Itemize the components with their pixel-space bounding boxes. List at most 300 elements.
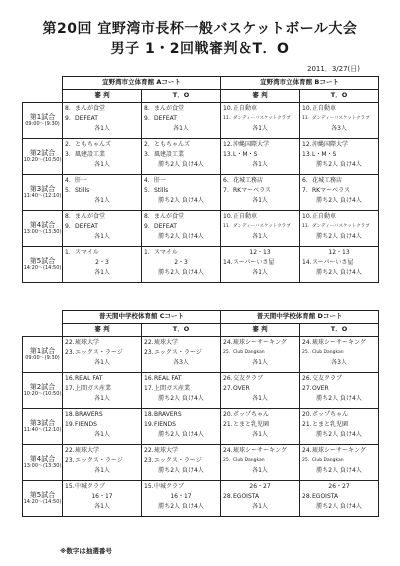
- team-entry: [223, 176, 297, 186]
- game-number: 第5試合: [29, 256, 56, 265]
- lot-number: 10.: [302, 105, 312, 112]
- staff-count: [302, 232, 376, 242]
- team-name: まんが食堂: [75, 213, 106, 220]
- lot-number: 9.: [65, 223, 71, 230]
- game-label: [23, 175, 63, 211]
- lot-number: 9.: [144, 223, 150, 230]
- team-name: 中城クラブ: [154, 483, 185, 490]
- team-name: スーパーいさ屋: [312, 259, 354, 266]
- team-name: 風建設工業: [154, 151, 185, 158]
- team-entry: [65, 420, 139, 430]
- team-entry: [223, 482, 297, 492]
- game-number: 第1試合: [29, 346, 56, 355]
- staff-count: [144, 268, 218, 278]
- team-entry: [65, 348, 139, 358]
- referee-cell: [63, 373, 142, 409]
- team-entry: [144, 348, 218, 358]
- team-entry: [144, 186, 218, 196]
- schedule-table-gym-2: [22, 310, 379, 517]
- team-entry: [302, 176, 376, 186]
- team-name: 琉球シーサーキング: [233, 339, 287, 346]
- lot-number: 5.: [144, 187, 150, 194]
- team-entry: [65, 186, 139, 196]
- team-name: エックス・ラージ: [75, 457, 123, 464]
- team-name: Club Dangkan: [312, 350, 344, 355]
- game-time: 09:00～(9:30): [25, 120, 60, 127]
- game-number: 第3試合: [29, 418, 56, 427]
- staff-count: [302, 268, 376, 278]
- staff-count-text: 勝ち2人 負け4人: [158, 431, 204, 438]
- lot-number: 8.: [65, 213, 71, 220]
- role-header-row: [23, 324, 379, 337]
- team-name: ダンディーバスケットクラブ: [233, 224, 291, 229]
- header-corner: [23, 77, 63, 90]
- team-name: 沖縄国際大学: [233, 141, 270, 148]
- table-official-cell: [300, 373, 379, 409]
- team-name: ダンディーバスケットクラブ: [312, 224, 370, 229]
- staff-count: [65, 430, 139, 440]
- game-number: 第4試合: [29, 454, 56, 463]
- team-entry: [302, 348, 376, 358]
- team-name: 12・13: [328, 249, 350, 256]
- team-entry: [144, 222, 218, 232]
- staff-count-text: 各3人: [331, 125, 347, 132]
- referee-cell: [63, 103, 142, 139]
- staff-count: [302, 124, 376, 134]
- lot-number: 25.: [223, 458, 231, 463]
- staff-count: [65, 196, 139, 206]
- header-corner: [23, 324, 63, 337]
- team-name: スマイル: [154, 249, 178, 256]
- team-entry: [65, 446, 139, 456]
- team-entry: [65, 492, 139, 502]
- team-entry: [302, 150, 376, 160]
- team-name: DEFEAT: [75, 223, 98, 230]
- team-name: OVER: [233, 385, 250, 392]
- team-name: スマイル: [75, 249, 99, 256]
- lot-number: 7.: [223, 187, 229, 194]
- lot-number: 6.: [223, 177, 229, 184]
- referee-cell: [221, 247, 300, 283]
- team-name: 肝一: [75, 177, 88, 184]
- game-row: [23, 211, 379, 247]
- table-official-cell: [300, 481, 379, 517]
- team-entry: [302, 212, 376, 222]
- team-name: 琉球シーサーキング: [312, 447, 366, 454]
- referee-header: 審 判: [63, 90, 142, 103]
- lot-number: 20.: [223, 411, 233, 418]
- referee-header: 審 判: [63, 324, 142, 337]
- lot-number: 23.: [65, 457, 75, 464]
- game-time: 10:20～(10:50): [23, 156, 62, 163]
- lot-number: 8.: [144, 105, 150, 112]
- lot-number: 12.: [223, 141, 233, 148]
- staff-count-text: 各1人: [94, 125, 110, 132]
- team-entry: [223, 446, 297, 456]
- team-name: 琉球大学: [154, 447, 179, 454]
- team-name: BRAVERS: [75, 411, 103, 418]
- staff-count: [144, 196, 218, 206]
- lot-number: 5.: [65, 187, 71, 194]
- court-name: 普天間中学校体育館 Cコート: [63, 311, 221, 324]
- lot-number: 6.: [302, 177, 308, 184]
- game-number: 第2試合: [29, 148, 56, 157]
- team-entry: [223, 384, 297, 394]
- staff-count: [65, 160, 139, 170]
- lot-number: 13.: [223, 151, 233, 158]
- lot-number: 20.: [302, 411, 312, 418]
- team-entry: [65, 258, 139, 268]
- team-entry: [223, 348, 297, 358]
- team-entry: [302, 104, 376, 114]
- referee-header: 審 判: [221, 90, 300, 103]
- staff-count-text: 各3人: [173, 359, 189, 366]
- referee-cell: [63, 211, 142, 247]
- team-name: エックス・ラージ: [154, 349, 202, 356]
- lot-number: 22.: [65, 339, 75, 346]
- schedule-table-gym-1: [22, 76, 379, 283]
- staff-count: [302, 466, 376, 476]
- team-entry: [65, 482, 139, 492]
- game-row: [23, 337, 379, 373]
- staff-count-text: 勝ち2人 負け4人: [158, 233, 204, 240]
- team-name: 交友クラブ: [233, 375, 264, 382]
- team-name: 2・3: [174, 259, 188, 266]
- lot-number: 12.: [302, 141, 312, 148]
- staff-count-text: 勝ち2人 負け4人: [316, 467, 362, 474]
- table-official-cell: [300, 247, 379, 283]
- staff-count: [65, 124, 139, 134]
- team-entry: [302, 186, 376, 196]
- table-official-cell: [300, 337, 379, 373]
- team-name: 花城工務店: [233, 177, 264, 184]
- game-number: 第3試合: [29, 184, 56, 193]
- court-header-row: [23, 77, 379, 90]
- lot-number: 17.: [144, 385, 154, 392]
- staff-count: [144, 232, 218, 242]
- team-name: 交友クラブ: [312, 375, 343, 382]
- document-subtitle: 男子 1・2回戦審判＆T．O: [110, 41, 290, 57]
- team-entry: [65, 176, 139, 186]
- team-name: まんが食堂: [154, 213, 185, 220]
- team-name: とまと乳児園: [312, 421, 349, 428]
- lot-number: 24.: [302, 339, 312, 346]
- table-official-cell: [142, 445, 221, 481]
- lot-number: 26.: [302, 375, 312, 382]
- team-entry: [144, 420, 218, 430]
- team-entry: [144, 258, 218, 268]
- team-entry: [65, 384, 139, 394]
- table-official-cell: [142, 373, 221, 409]
- team-name: DEFEAT: [75, 115, 98, 122]
- staff-count-text: 各1人: [252, 269, 268, 276]
- game-row: [23, 139, 379, 175]
- game-label: [23, 445, 63, 481]
- staff-count-text: 各1人: [94, 431, 110, 438]
- staff-count: [302, 394, 376, 404]
- staff-count: [144, 502, 218, 512]
- referee-cell: [63, 175, 142, 211]
- staff-count-text: 勝ち2人 負け4人: [158, 503, 204, 510]
- staff-count-text: 勝ち2人 負け4人: [158, 161, 204, 168]
- game-row: [23, 247, 379, 283]
- table-official-cell: [142, 247, 221, 283]
- referee-cell: [63, 247, 142, 283]
- team-name: OVER: [312, 385, 329, 392]
- lot-number: 4.: [65, 177, 71, 184]
- lot-number: 7.: [302, 187, 308, 194]
- team-entry: [302, 114, 376, 124]
- team-entry: [302, 222, 376, 232]
- table-official-cell: [300, 445, 379, 481]
- game-row: [23, 175, 379, 211]
- lot-number: 14.: [302, 259, 312, 266]
- lot-number: 28.: [223, 493, 233, 500]
- lot-number: 10.: [302, 213, 312, 220]
- staff-count-text: 各1人: [173, 125, 189, 132]
- team-name: 風建設工業: [75, 151, 106, 158]
- team-entry: [223, 338, 297, 348]
- staff-count: [144, 466, 218, 476]
- staff-count: [65, 358, 139, 368]
- table-official-cell: [142, 175, 221, 211]
- staff-count-text: 各1人: [94, 359, 110, 366]
- event-date: 2011．3/27(日): [307, 65, 360, 73]
- staff-count-text: 各1人: [94, 269, 110, 276]
- table-official-cell: [300, 175, 379, 211]
- team-entry: [223, 456, 297, 466]
- game-time: 11:40～(12:10): [23, 192, 62, 199]
- team-entry: [144, 456, 218, 466]
- team-name: ダンディーバスケットクラブ: [312, 116, 370, 121]
- referee-cell: [221, 409, 300, 445]
- team-entry: [302, 258, 376, 268]
- team-name: とまと乳児園: [233, 421, 270, 428]
- staff-count: [65, 394, 139, 404]
- table-official-header: T．O: [300, 90, 379, 103]
- lot-number: 1.: [144, 249, 150, 256]
- referee-cell: [221, 337, 300, 373]
- referee-cell: [221, 139, 300, 175]
- lot-number: 15.: [65, 483, 75, 490]
- staff-count: [144, 124, 218, 134]
- team-entry: [144, 338, 218, 348]
- team-name: RKマーベラス: [312, 187, 350, 194]
- team-name: 琉球大学: [75, 339, 100, 346]
- team-name: 正自動車: [233, 213, 258, 220]
- team-entry: [65, 456, 139, 466]
- game-time: 14:20～(14:50): [23, 498, 62, 505]
- team-name: REAL FAT: [75, 375, 103, 382]
- team-name: 2・3: [95, 259, 109, 266]
- staff-count-text: 各1人: [94, 467, 110, 474]
- staff-count-text: 勝ち2人 負け4人: [316, 269, 362, 276]
- referee-cell: [221, 103, 300, 139]
- table-official-header: T．O: [142, 90, 221, 103]
- referee-header: 審 判: [221, 324, 300, 337]
- referee-cell: [63, 337, 142, 373]
- game-row: [23, 373, 379, 409]
- staff-count: [223, 268, 297, 278]
- staff-count: [302, 502, 376, 512]
- lot-number: 10.: [223, 213, 233, 220]
- footnote: ※数字は抽選番号: [60, 547, 112, 555]
- team-name: ポップちゃん: [233, 411, 270, 418]
- team-entry: [65, 150, 139, 160]
- staff-count: [223, 124, 297, 134]
- game-number: 第1試合: [29, 112, 56, 121]
- lot-number: 16.: [65, 375, 75, 382]
- lot-number: 18.: [144, 411, 154, 418]
- staff-count-text: 勝ち2人 負け4人: [158, 269, 204, 276]
- lot-number: 10.: [223, 105, 233, 112]
- staff-count: [223, 466, 297, 476]
- team-entry: [144, 114, 218, 124]
- lot-number: 18.: [65, 411, 75, 418]
- referee-cell: [63, 409, 142, 445]
- team-entry: [144, 248, 218, 258]
- team-entry: [223, 140, 297, 150]
- team-name: ともちゃんズ: [75, 141, 112, 148]
- team-name: まんが食堂: [75, 105, 106, 112]
- team-name: BRAVERS: [154, 411, 182, 418]
- team-name: FIENDS: [75, 421, 97, 428]
- staff-count: [65, 466, 139, 476]
- team-name: L・M・S: [233, 151, 258, 158]
- game-number: 第5試合: [29, 490, 56, 499]
- staff-count: [223, 196, 297, 206]
- referee-cell: [221, 175, 300, 211]
- team-entry: [144, 410, 218, 420]
- lot-number: 27.: [223, 385, 233, 392]
- team-name: Club Dangkan: [312, 458, 344, 463]
- staff-count: [223, 358, 297, 368]
- table-official-cell: [142, 337, 221, 373]
- lot-number: 17.: [65, 385, 75, 392]
- staff-count-text: 勝ち2人 負け4人: [316, 161, 362, 168]
- team-entry: [223, 420, 297, 430]
- staff-count-text: 勝ち2人 負け4人: [316, 197, 362, 204]
- game-number: 第2試合: [29, 382, 56, 391]
- table-official-cell: [142, 481, 221, 517]
- lot-number: 11.: [223, 224, 231, 229]
- lot-number: 19.: [65, 421, 75, 428]
- game-row: [23, 103, 379, 139]
- staff-count-text: 各1人: [252, 359, 268, 366]
- header-corner: [23, 90, 63, 103]
- team-entry: [223, 258, 297, 268]
- staff-count-text: 勝ち2人 負け4人: [158, 197, 204, 204]
- team-entry: [302, 248, 376, 258]
- team-entry: [65, 114, 139, 124]
- game-label: [23, 481, 63, 517]
- team-entry: [223, 186, 297, 196]
- team-entry: [65, 338, 139, 348]
- team-name: エックス・ラージ: [75, 349, 123, 356]
- lot-number: 2.: [65, 141, 71, 148]
- team-entry: [302, 482, 376, 492]
- team-name: 上間ガス産業: [75, 385, 112, 392]
- team-name: ともちゃんズ: [154, 141, 191, 148]
- staff-count-text: 各1人: [252, 125, 268, 132]
- court-header-row: [23, 311, 379, 324]
- lot-number: 22.: [65, 447, 75, 454]
- team-entry: [302, 384, 376, 394]
- staff-count: [144, 160, 218, 170]
- lot-number: 25.: [223, 350, 231, 355]
- team-name: 16・17: [91, 493, 113, 500]
- lot-number: 9.: [144, 115, 150, 122]
- staff-count: [65, 232, 139, 242]
- table-official-cell: [142, 139, 221, 175]
- staff-count: [144, 358, 218, 368]
- team-name: 琉球大学: [154, 339, 179, 346]
- game-row: [23, 409, 379, 445]
- team-entry: [144, 140, 218, 150]
- team-entry: [302, 492, 376, 502]
- team-name: FIENDS: [154, 421, 176, 428]
- staff-count-text: 勝ち2人 負け4人: [316, 503, 362, 510]
- team-name: Stills: [154, 187, 169, 194]
- staff-count: [65, 268, 139, 278]
- referee-cell: [221, 481, 300, 517]
- table-official-cell: [300, 103, 379, 139]
- referee-cell: [63, 481, 142, 517]
- team-entry: [65, 104, 139, 114]
- team-name: 琉球シーサーキング: [312, 339, 366, 346]
- lot-number: 26.: [223, 375, 233, 382]
- game-time: 09:00～(9:30): [25, 354, 60, 361]
- team-entry: [302, 420, 376, 430]
- lot-number: 11.: [302, 224, 310, 229]
- lot-number: 22.: [144, 339, 154, 346]
- lot-number: 16.: [144, 375, 154, 382]
- team-name: L・M・S: [312, 151, 337, 158]
- team-name: 12・13: [249, 249, 271, 256]
- staff-count-text: 各1人: [252, 233, 268, 240]
- team-name: 正自動車: [312, 213, 337, 220]
- team-entry: [65, 222, 139, 232]
- team-entry: [144, 446, 218, 456]
- document-title: 第20回 宜野湾市長杯一般バスケットボール大会: [42, 21, 358, 37]
- table-official-cell: [300, 211, 379, 247]
- staff-count-text: 各1人: [252, 395, 268, 402]
- team-entry: [302, 374, 376, 384]
- staff-count: [223, 160, 297, 170]
- team-name: DEFEAT: [154, 223, 177, 230]
- lot-number: 11.: [223, 116, 231, 121]
- lot-number: 14.: [223, 259, 233, 266]
- lot-number: 4.: [144, 177, 150, 184]
- team-name: REAL FAT: [154, 375, 182, 382]
- staff-count-text: 勝ち2人 負け4人: [158, 395, 204, 402]
- game-label: [23, 247, 63, 283]
- team-entry: [144, 384, 218, 394]
- referee-cell: [221, 445, 300, 481]
- game-time: 13:00～(13:30): [23, 462, 62, 469]
- court-name: 宜野湾市立体育館 Aコート: [63, 77, 221, 90]
- staff-count-text: 各1人: [94, 503, 110, 510]
- header-corner: [23, 311, 63, 324]
- staff-count-text: 各1人: [252, 467, 268, 474]
- team-name: 琉球シーサーキング: [233, 447, 287, 454]
- team-name: 中城クラブ: [75, 483, 106, 490]
- lot-number: 8.: [65, 105, 71, 112]
- team-name: まんが食堂: [154, 105, 185, 112]
- team-name: 上間ガス産業: [154, 385, 191, 392]
- game-label: [23, 139, 63, 175]
- team-entry: [302, 140, 376, 150]
